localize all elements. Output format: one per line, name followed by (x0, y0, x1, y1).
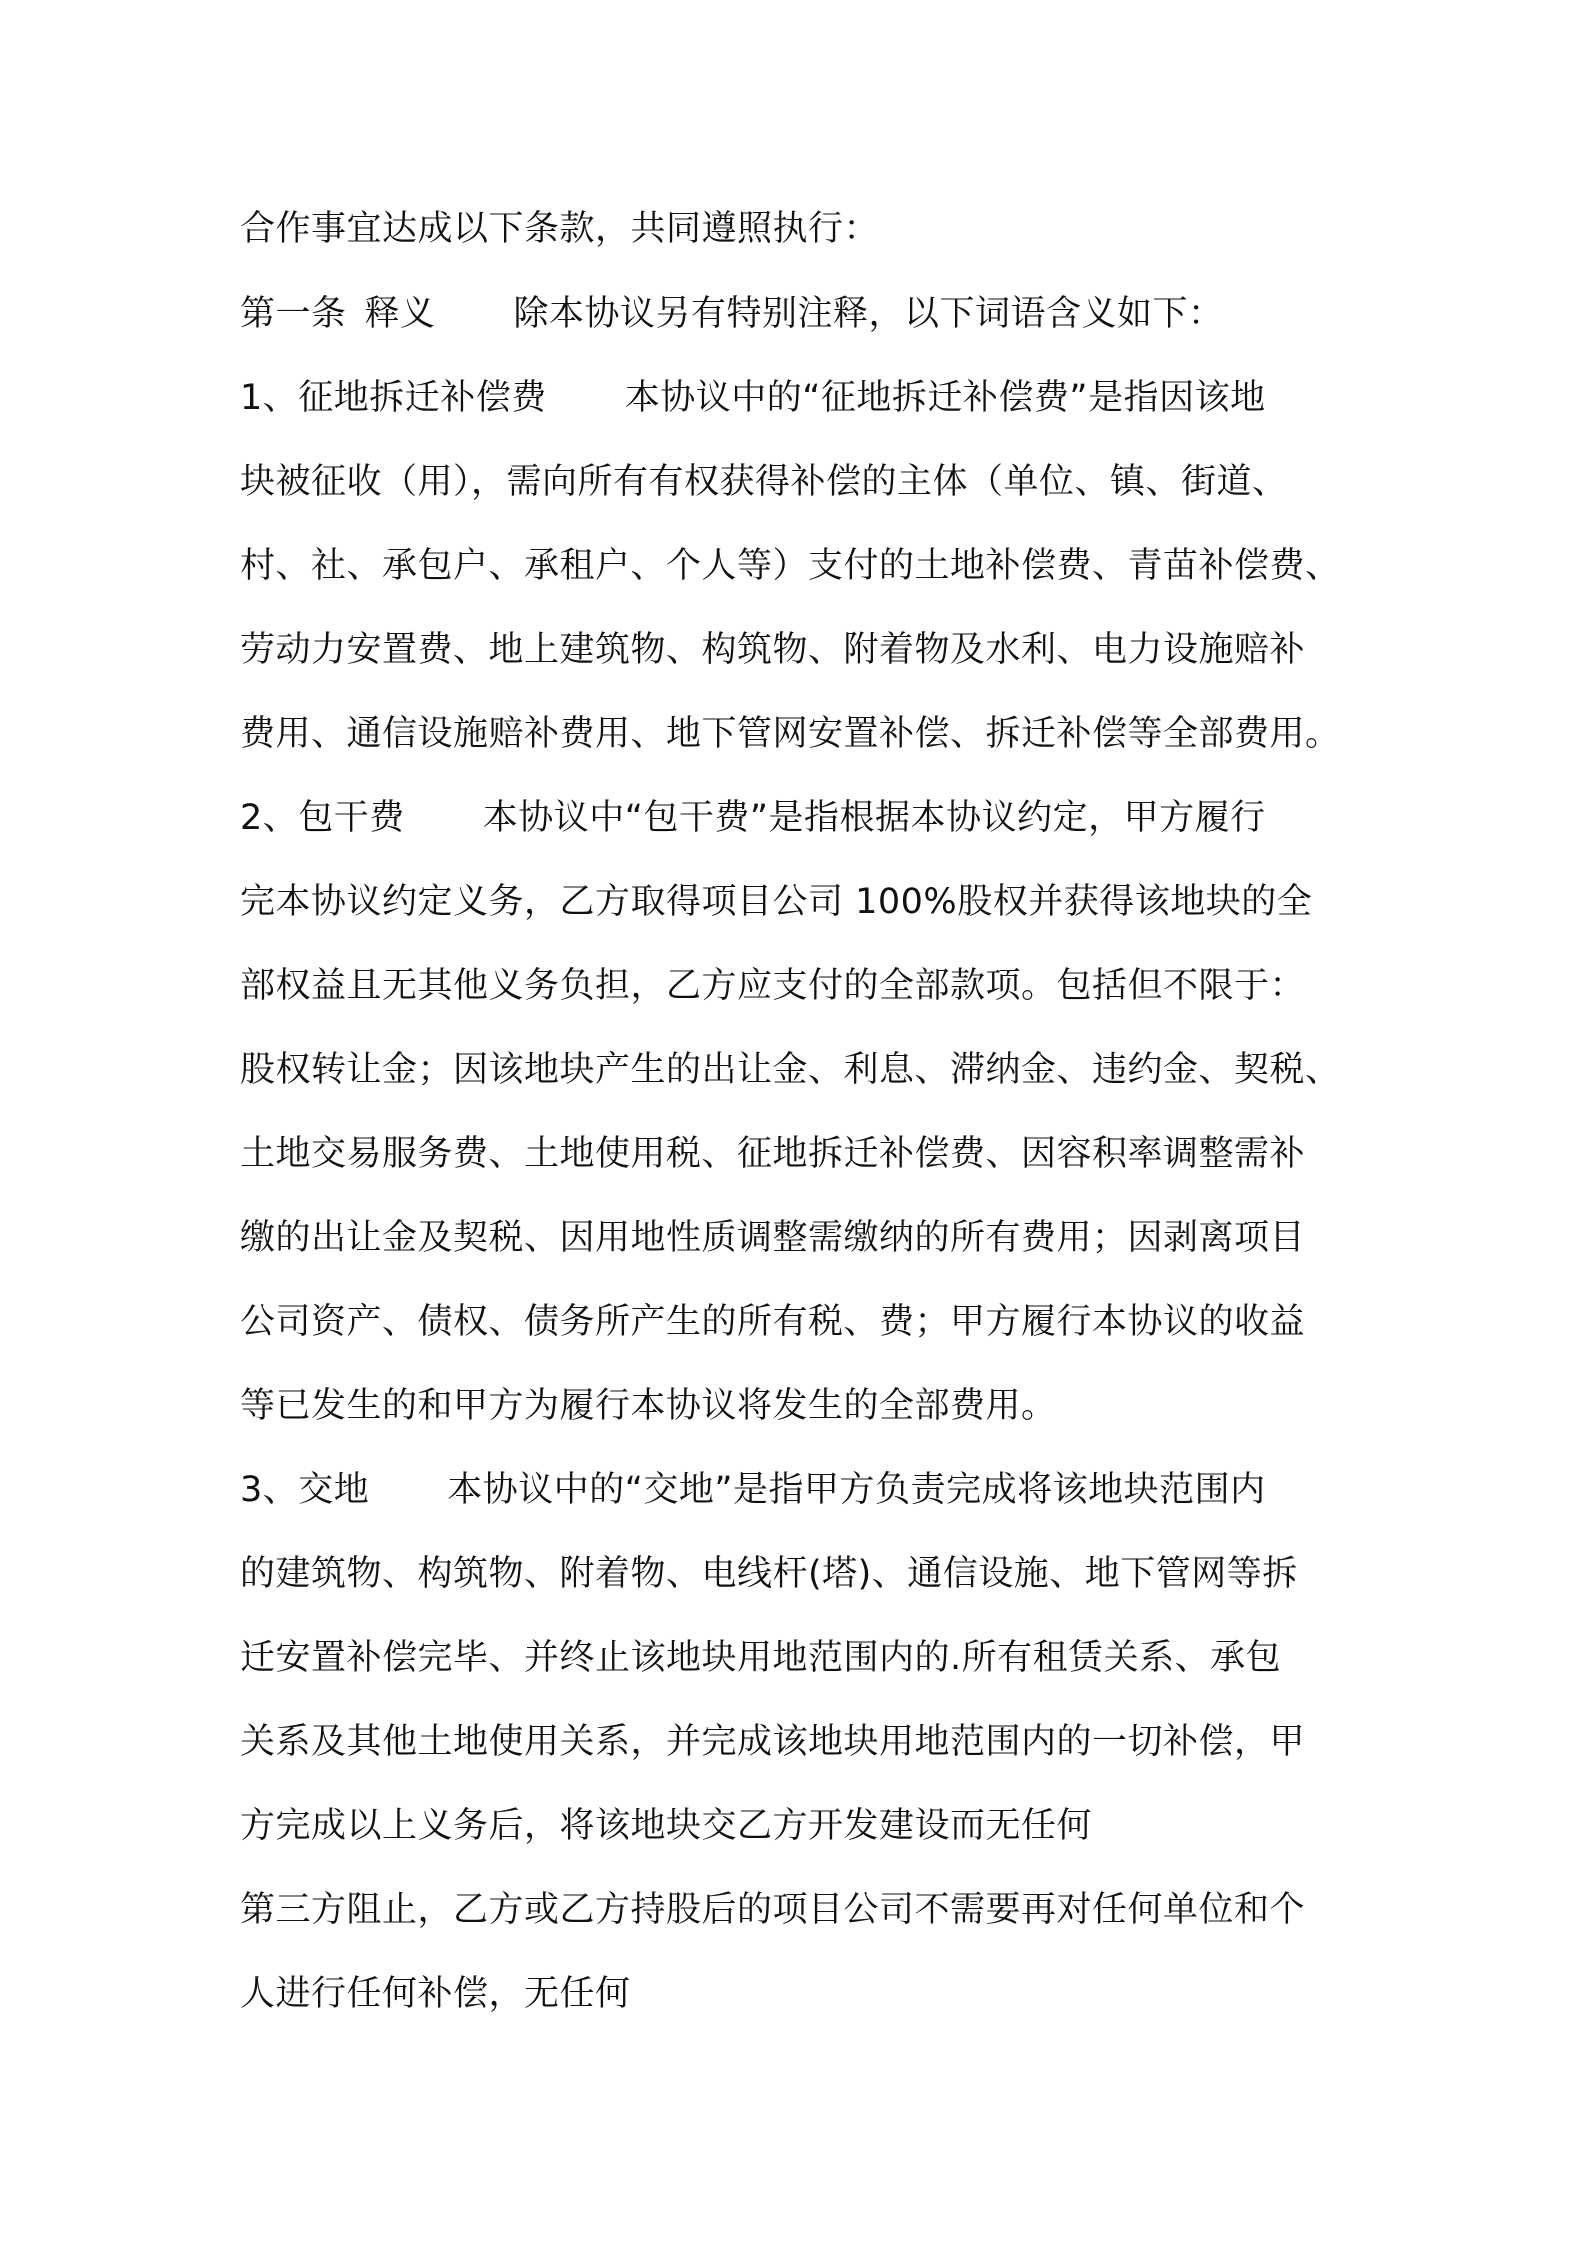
article-1-title: 释义 (364, 294, 436, 334)
definition-1-text: 村、社、承包户、承租户、个人等）支付的土地补偿费、青苗补偿费、 (240, 546, 1341, 586)
definition-2-line-1 (240, 793, 1360, 843)
definition-2-line-3 (240, 961, 1360, 1011)
definition-2-text: 部权益且无其他义务负担，乙方应支付的全部款项。包括但不限于： (240, 966, 1306, 1006)
definition-1-number: 1、 (240, 378, 299, 418)
definition-3-term: 交地 (298, 1470, 370, 1510)
definition-2-text: 等已发生的和甲方为履行本协议将发生的全部费用。 (240, 1386, 1057, 1426)
definition-1-line-1 (240, 373, 1360, 423)
closing-line-2 (240, 1969, 1360, 2019)
definition-3-line-1 (240, 1465, 1360, 1515)
definition-1-line-2 (240, 457, 1360, 507)
definition-2-line-8 (240, 1381, 1360, 1431)
definition-3-text: 方完成以上义务后，将该地块交乙方开发建设而无任何 (240, 1806, 1093, 1846)
definition-3-text: 的建筑物、构筑物、附着物、电线杆(塔)、通信设施、地下管网等拆 (240, 1554, 1298, 1594)
definition-2-text: 完本协议约定义务，乙方取得项目公司 100%股权并获得该地块的全 (240, 882, 1313, 922)
intro-line (240, 204, 1360, 254)
definition-1-text: 块被征收（用），需向所有有权获得补偿的主体（单位、镇、街道、 (240, 462, 1288, 502)
definition-1-text: 劳动力安置费、地上建筑物、构筑物、附着物及水利、电力设施赔补 (240, 630, 1306, 670)
closing-text: 第三方阻止，乙方或乙方持股后的项目公司不需要再对任何单位和个 (240, 1890, 1306, 1930)
definition-3-text: 迁安置补偿完毕、并终止该地块用地范围内的.所有租赁关系、承包 (240, 1638, 1282, 1678)
definition-2-text: 公司资产、债权、债务所产生的所有税、费；甲方履行本协议的收益 (240, 1302, 1306, 1342)
definition-2-text: 股权转让金；因该地块产生的出让金、利息、滞纳金、违约金、契税、 (240, 1050, 1341, 1090)
definition-1-text: 本协议中的“征地拆迁补偿费”是指因该地 (624, 378, 1266, 418)
closing-line-1 (240, 1885, 1360, 1935)
definition-2-number: 2、 (240, 798, 299, 838)
definition-1-text: 费用、通信设施赔补费用、地下管网安置补偿、拆迁补偿等全部费用。 (240, 714, 1341, 754)
definition-2-text: 缴的出让金及契税、因用地性质调整需缴纳的所有费用；因剥离项目 (240, 1218, 1306, 1258)
definition-3-line-5 (240, 1801, 1360, 1851)
definition-2-text: 本协议中“包干费”是指根据本协议约定，甲方履行 (482, 798, 1266, 838)
definition-3-line-4 (240, 1717, 1360, 1767)
article-1-heading: 第一条 (240, 294, 347, 334)
article-1-line (240, 289, 1360, 339)
intro-text: 合作事宜达成以下条款，共同遵照执行： (240, 209, 880, 249)
definition-2-text: 土地交易服务费、土地使用税、征地拆迁补偿费、因容积率调整需补 (240, 1134, 1306, 1174)
definition-2-line-4 (240, 1045, 1360, 1095)
article-1-text: 除本协议另有特别注释，以下词语含义如下： (513, 294, 1224, 334)
definition-3-line-2 (240, 1549, 1360, 1599)
definition-2-line-2 (240, 877, 1360, 927)
closing-text: 人进行任何补偿，无任何 (240, 1974, 631, 2014)
definition-3-text: 本协议中的“交地”是指甲方负责完成将该地块范围内 (447, 1470, 1266, 1510)
definition-1-line-3 (240, 541, 1360, 591)
definition-3-number: 3、 (240, 1470, 299, 1510)
definition-2-line-5 (240, 1129, 1360, 1179)
definition-2-term: 包干费 (298, 798, 405, 838)
definition-3-text: 关系及其他土地使用关系，并完成该地块用地范围内的一切补偿，甲 (240, 1722, 1306, 1762)
definition-2-line-6 (240, 1213, 1360, 1263)
definition-3-line-3 (240, 1633, 1360, 1683)
definition-1-line-4 (240, 625, 1360, 675)
definition-2-line-7 (240, 1297, 1360, 1347)
definition-1-term: 征地拆迁补偿费 (298, 378, 547, 418)
definition-1-line-5 (240, 709, 1360, 759)
